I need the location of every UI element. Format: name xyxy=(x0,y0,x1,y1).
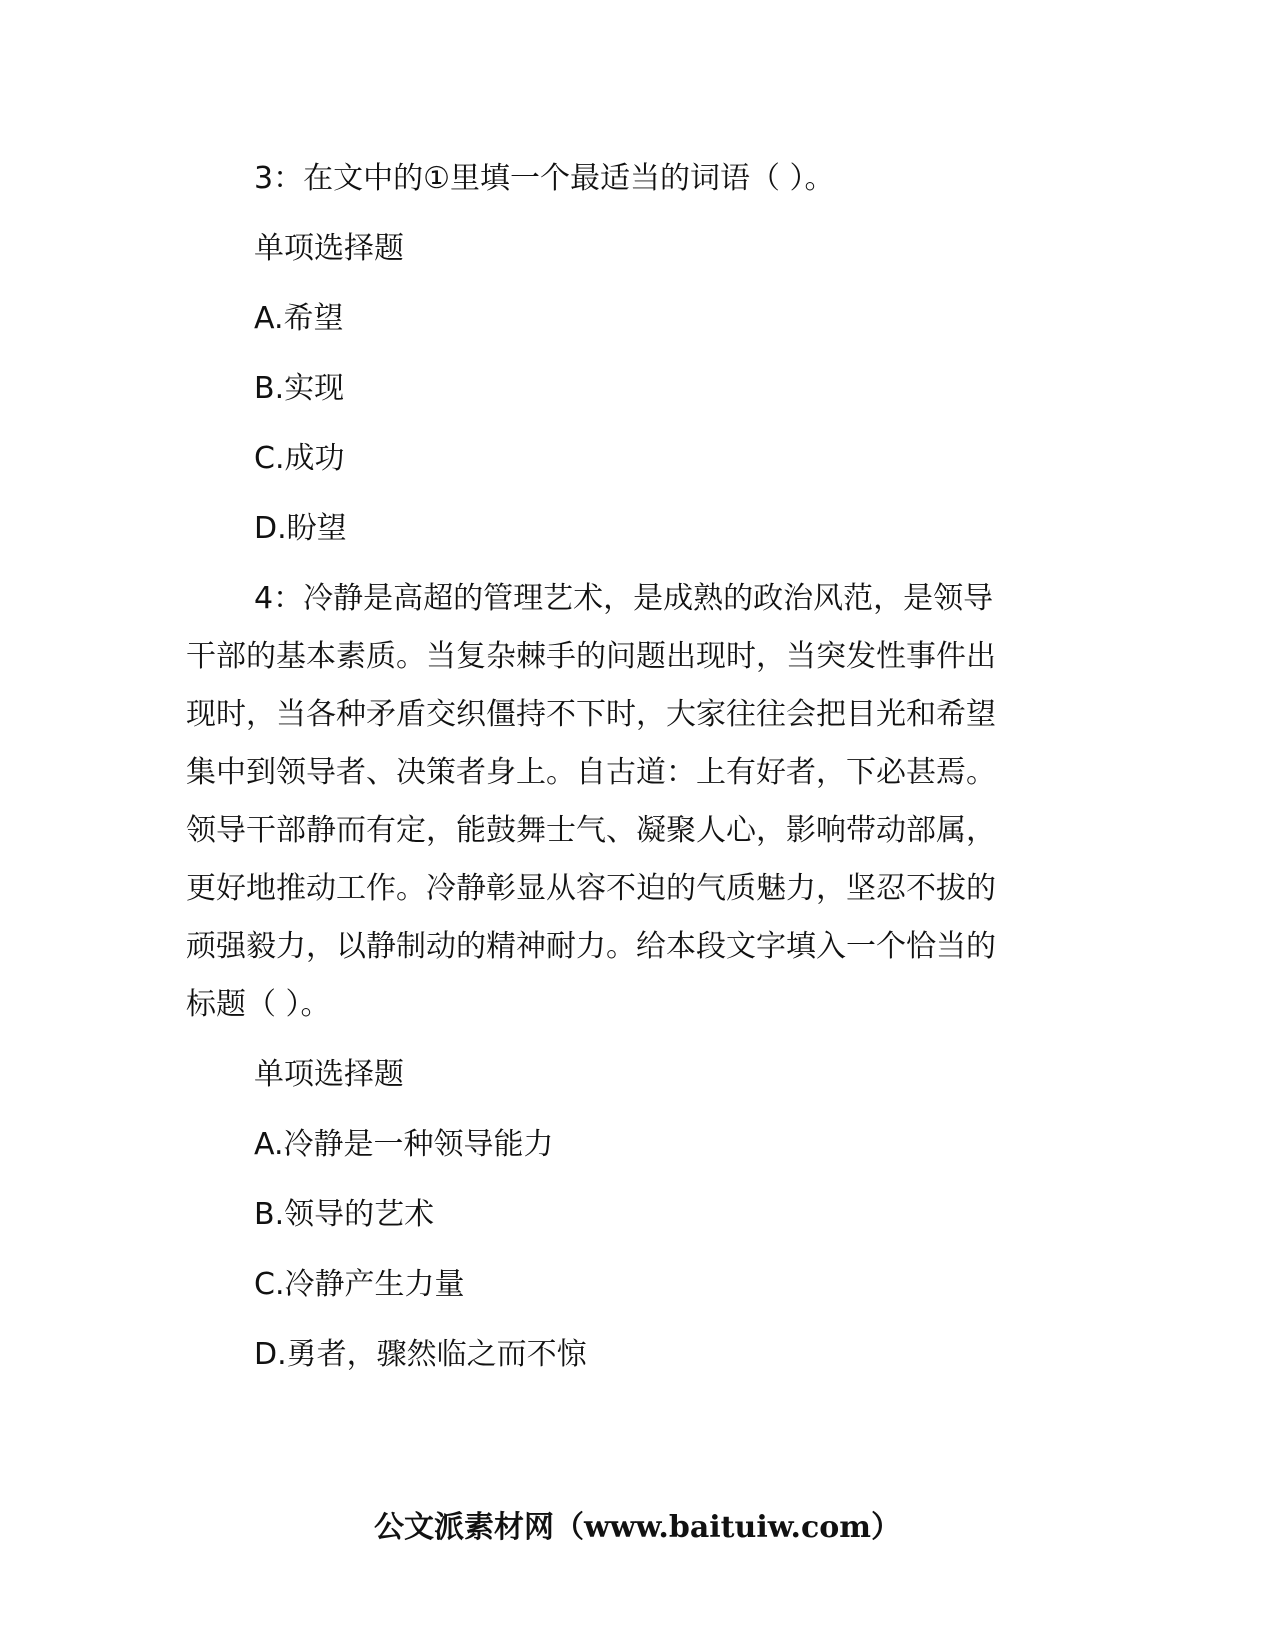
question-3-option-a: A.希望 xyxy=(254,301,344,336)
document-body xyxy=(186,150,1086,1384)
question-4-stem-line: 顽强毅力，以静制动的精神耐力。给本段文字填入一个恰当的 xyxy=(186,929,996,964)
question-3-option-d: D.盼望 xyxy=(254,511,347,546)
question-4-option-d: D.勇者，骤然临之而不惊 xyxy=(254,1337,587,1372)
question-4-stem-line: 标题（ ）。 xyxy=(186,987,331,1022)
question-3-option-c: C.成功 xyxy=(254,441,345,476)
question-4-stem-line: 更好地推动工作。冷静彰显从容不迫的气质魅力，坚忍不拔的 xyxy=(186,871,996,906)
footer-source: 公文派素材网（www.baituiw.com） xyxy=(373,1510,902,1545)
question-4-stem xyxy=(186,570,1086,1034)
question-4-option-c: C.冷静产生力量 xyxy=(254,1267,465,1302)
question-4-type: 单项选择题 xyxy=(254,1057,404,1092)
question-4-stem-line: 领导干部静而有定，能鼓舞士气、凝聚人心，影响带动部属， xyxy=(186,813,996,848)
question-4-stem-line: 集中到领导者、决策者身上。自古道：上有好者，下必甚焉。 xyxy=(186,755,996,790)
question-4-option-b: B.领导的艺术 xyxy=(254,1197,435,1232)
question-4-stem-line: 4：冷静是高超的管理艺术，是成熟的政治风范，是领导 xyxy=(254,581,994,616)
question-3-type: 单项选择题 xyxy=(254,231,404,266)
question-3-option-b: B.实现 xyxy=(254,371,345,406)
question-4-stem-line: 干部的基本素质。当复杂棘手的问题出现时，当突发性事件出 xyxy=(186,639,996,674)
question-4-stem-line: 现时，当各种矛盾交织僵持不下时，大家往往会把目光和希望 xyxy=(186,697,996,732)
question-3-stem: 3：在文中的①里填一个最适当的词语（ ）。 xyxy=(254,161,835,196)
question-4-option-a: A.冷静是一种领导能力 xyxy=(254,1127,554,1162)
